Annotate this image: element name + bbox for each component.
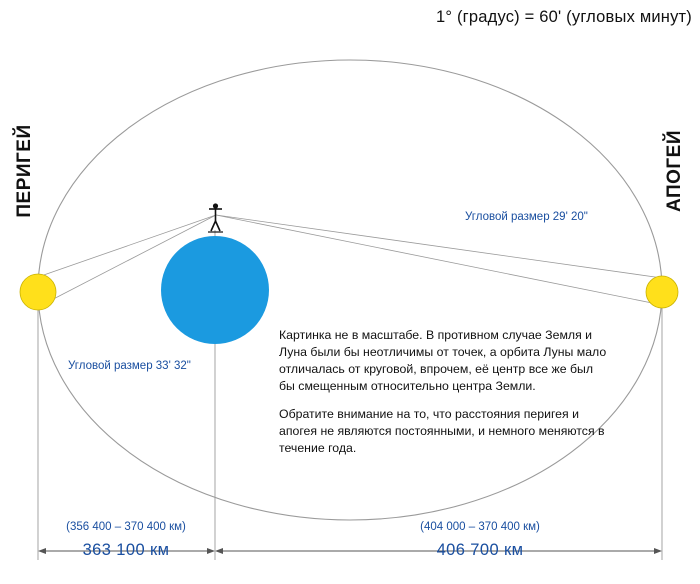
explanatory-paragraph-2: Обратите внимание на то, что расстояния перигея и апогея не являются постоянными, и немного меняются в течение года. [279, 406, 605, 455]
perigee-distance-range: (356 400 – 370 400 км) [66, 521, 186, 533]
moon-perigee [20, 274, 56, 310]
earth-body [161, 236, 269, 344]
explanatory-text-block [279, 327, 609, 457]
sightline-apogee-bottom [216, 215, 662, 305]
perigee-angular-size-label: Угловой размер 33' 32" [68, 360, 191, 372]
apogee-distance-value: 406 700 км [436, 541, 524, 559]
explanatory-paragraph-1: Картинка не в масштабе. В противном случае Земля и Луна были бы неотличимы от точек, а орбита Луны мало отличалась от круговой, впрочем, её центр все же был бы смещенным относительно центра Земли. [279, 328, 607, 393]
apogee-label: АПОГЕЙ [664, 130, 685, 213]
apogee-angular-size-label: Угловой размер 29' 20" [465, 211, 588, 223]
sightline-apogee-top [216, 215, 662, 278]
moon-apogee [646, 276, 678, 308]
apogee-distance-range: (404 000 – 370 400 км) [420, 521, 540, 533]
perigee-distance-value: 363 100 км [82, 541, 170, 559]
degree-conversion-note: 1° (градус) = 60' (угловых минут) [436, 8, 692, 26]
perigee-label: ПЕРИГЕЙ [14, 124, 35, 218]
